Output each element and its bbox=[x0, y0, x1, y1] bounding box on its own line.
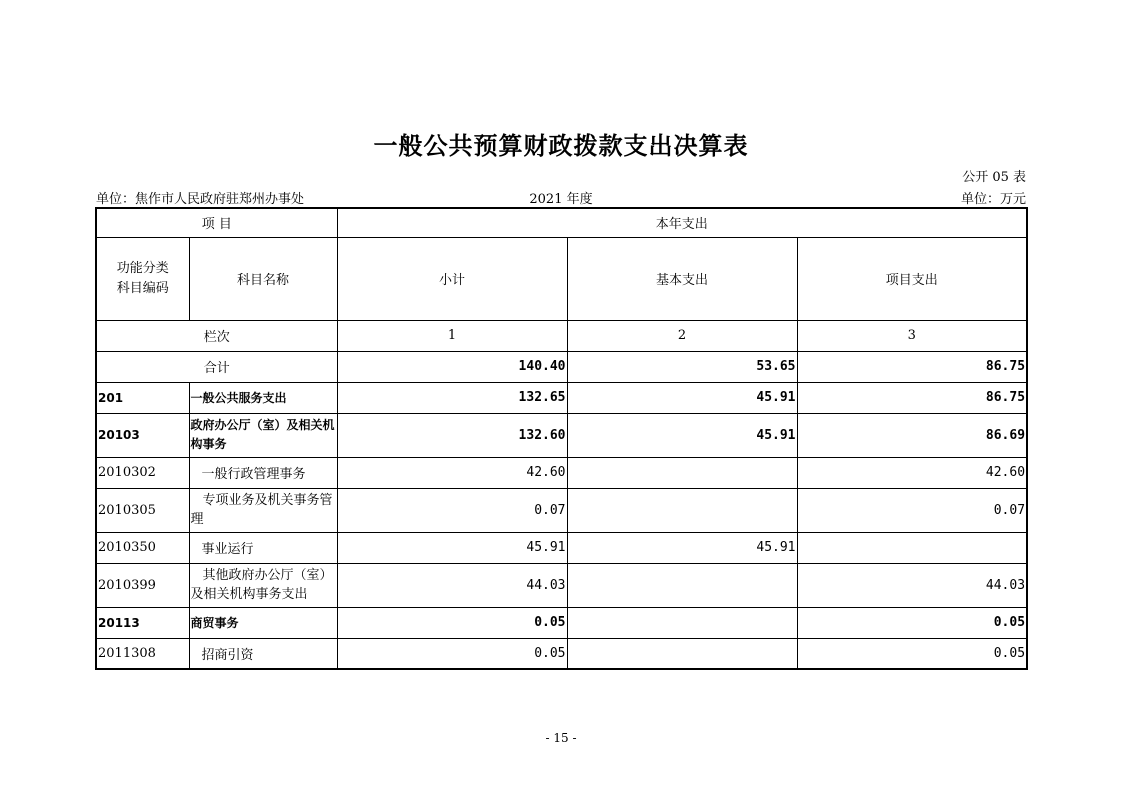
table-row bbox=[96, 488, 1027, 532]
total-label: 合计 bbox=[96, 351, 337, 382]
row-code: 2010305 bbox=[96, 488, 189, 532]
row-name: 一般行政管理事务 bbox=[189, 457, 337, 488]
row-basic bbox=[567, 457, 797, 488]
row-basic: 45.91 bbox=[567, 532, 797, 563]
row-code: 2011308 bbox=[96, 638, 189, 669]
row-name: 政府办公厅（室）及相关机构事务 bbox=[189, 413, 337, 457]
column-index-row bbox=[96, 320, 1027, 351]
total-row bbox=[96, 351, 1027, 382]
row-basic bbox=[567, 563, 797, 607]
table-row bbox=[96, 638, 1027, 669]
total-subtotal: 140.40 bbox=[337, 351, 567, 382]
row-code: 20103 bbox=[96, 413, 189, 457]
row-code: 2010302 bbox=[96, 457, 189, 488]
row-subtotal: 42.60 bbox=[337, 457, 567, 488]
row-code: 2010399 bbox=[96, 563, 189, 607]
table-row bbox=[96, 457, 1027, 488]
currency-unit: 单位：万元 bbox=[960, 192, 1026, 207]
reporting-unit: 单位：焦作市人民政府驻郑州办事处 bbox=[96, 192, 305, 207]
col-2: 2 bbox=[567, 320, 797, 351]
table-row bbox=[96, 563, 1027, 607]
header-current-year: 本年支出 bbox=[337, 208, 1027, 237]
header-basic: 基本支出 bbox=[567, 237, 797, 320]
row-project: 0.05 bbox=[797, 638, 1027, 669]
total-project: 86.75 bbox=[797, 351, 1027, 382]
row-subtotal: 0.05 bbox=[337, 638, 567, 669]
row-subtotal: 44.03 bbox=[337, 563, 567, 607]
row-basic bbox=[567, 607, 797, 638]
form-number: 公开 05 表 bbox=[962, 170, 1026, 185]
fiscal-year: 2021 年度 bbox=[529, 192, 593, 207]
row-name: 专项业务及机关事务管理 bbox=[189, 488, 337, 532]
row-name: 一般公共服务支出 bbox=[189, 382, 337, 413]
row-basic bbox=[567, 488, 797, 532]
col-1: 1 bbox=[337, 320, 567, 351]
header-item: 项 目 bbox=[96, 208, 337, 237]
row-basic: 45.91 bbox=[567, 413, 797, 457]
row-project: 0.05 bbox=[797, 607, 1027, 638]
row-code: 201 bbox=[96, 382, 189, 413]
row-name: 招商引资 bbox=[189, 638, 337, 669]
col-3: 3 bbox=[797, 320, 1027, 351]
table-row bbox=[96, 382, 1027, 413]
row-project: 0.07 bbox=[797, 488, 1027, 532]
row-project bbox=[797, 532, 1027, 563]
header-row-2 bbox=[96, 237, 1027, 320]
total-basic: 53.65 bbox=[567, 351, 797, 382]
header-name: 科目名称 bbox=[189, 237, 337, 320]
header-project: 项目支出 bbox=[797, 237, 1027, 320]
row-project: 44.03 bbox=[797, 563, 1027, 607]
header-code-text: 功能分类科目编码 bbox=[116, 260, 169, 296]
row-subtotal: 0.07 bbox=[337, 488, 567, 532]
row-name: 其他政府办公厅（室）及相关机构事务支出 bbox=[189, 563, 337, 607]
row-project: 86.69 bbox=[797, 413, 1027, 457]
row-basic: 45.91 bbox=[567, 382, 797, 413]
row-name: 事业运行 bbox=[189, 532, 337, 563]
row-basic bbox=[567, 638, 797, 669]
table-row bbox=[96, 413, 1027, 457]
row-subtotal: 132.60 bbox=[337, 413, 567, 457]
page-title: 一般公共预算财政拨款支出决算表 bbox=[373, 132, 749, 160]
row-subtotal: 132.65 bbox=[337, 382, 567, 413]
row-name: 商贸事务 bbox=[189, 607, 337, 638]
table-row bbox=[96, 532, 1027, 563]
row-project: 86.75 bbox=[797, 382, 1027, 413]
table-row bbox=[96, 607, 1027, 638]
page-number: - 15 - bbox=[545, 731, 577, 745]
row-code: 2010350 bbox=[96, 532, 189, 563]
header-subtotal: 小计 bbox=[337, 237, 567, 320]
expenditure-table bbox=[95, 207, 1028, 670]
header-row-1 bbox=[96, 208, 1027, 237]
row-subtotal: 0.05 bbox=[337, 607, 567, 638]
row-code: 20113 bbox=[96, 607, 189, 638]
col-label: 栏次 bbox=[96, 320, 337, 351]
row-subtotal: 45.91 bbox=[337, 532, 567, 563]
row-project: 42.60 bbox=[797, 457, 1027, 488]
header-code bbox=[96, 237, 189, 320]
